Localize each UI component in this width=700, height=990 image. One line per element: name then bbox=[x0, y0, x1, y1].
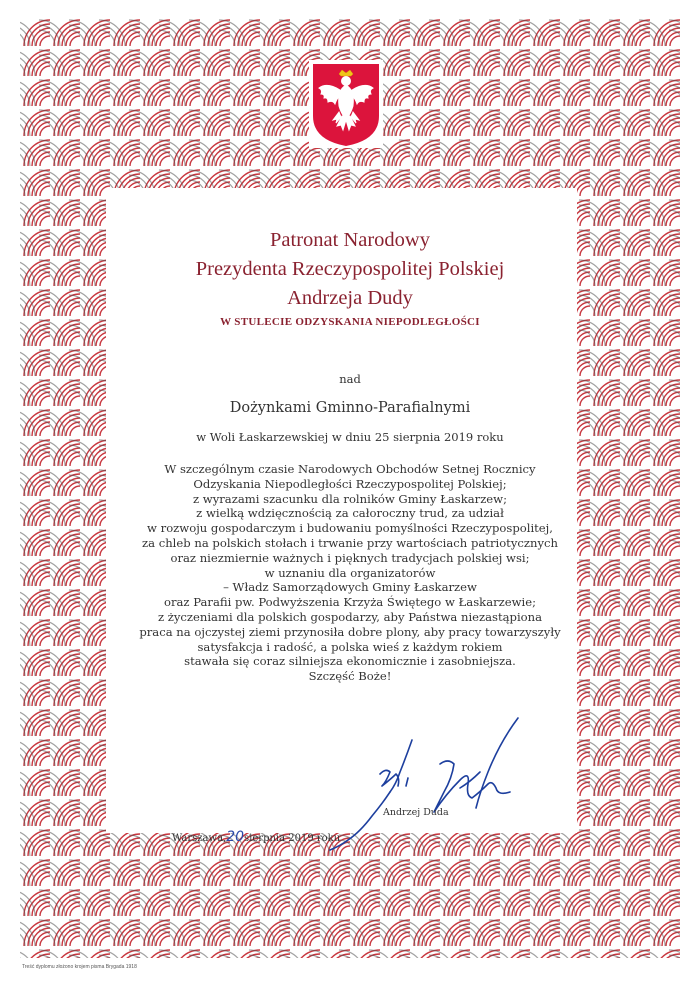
body-line: za chleb na polskich stołach i trwanie przy wartościach patriotycznych bbox=[142, 535, 558, 550]
body-line: W szczególnym czasie Narodowych Obchodów Setnej Rocznicy bbox=[164, 462, 536, 476]
polish-coat-of-arms bbox=[309, 60, 383, 148]
eagle-icon bbox=[309, 60, 383, 148]
body-line: praca na ojczystej ziemi przynosiła dobre plony, aby pracy towarzyszyły bbox=[139, 624, 561, 639]
date-suffix: sierpnia 2019 roku bbox=[244, 833, 341, 844]
handwritten-signature bbox=[320, 712, 530, 857]
date-prefix: Warszawa, bbox=[172, 833, 227, 844]
body-line: oraz Parafii pw. Podwyższenia Krzyża Świętego w Łaskarzewie; bbox=[163, 595, 537, 610]
event-name: Dożynkami Gminno-Parafialnymi bbox=[229, 400, 471, 416]
title-line-2: Prezydenta Rzeczypospolitej Polskiej bbox=[195, 258, 505, 280]
title-line-3: Andrzeja Dudy bbox=[287, 287, 413, 309]
body-line: Odzyskania Niepodległości Rzeczypospolitej Polskiej; bbox=[193, 476, 507, 491]
body-line: z wielką wdzięcznością za całoroczny trud, za udział bbox=[196, 506, 504, 521]
date-day: 20 bbox=[226, 829, 245, 845]
body-line: z wyrazami szacunku dla rolników Gminy Łaskarzew; bbox=[192, 491, 507, 506]
place-date: w Woli Łaskarzewskiej w dniu 25 sierpnia 2019 roku bbox=[196, 430, 504, 444]
signature-date bbox=[172, 829, 340, 845]
nad-label: nad bbox=[339, 372, 361, 386]
body-line: satysfakcja i radość, a polska wieś z każdym rokiem bbox=[197, 639, 503, 654]
body-line: w uznaniu dla organizatorów bbox=[264, 565, 436, 580]
subtitle: W STULECIE ODZYSKANIA NIEPODLEGŁOŚCI bbox=[220, 316, 480, 328]
body-line: w rozwoju gospodarczym i budowaniu pomyślności Rzeczypospolitej, bbox=[147, 521, 553, 536]
body-line: oraz niezmiernie ważnych i pięknych tradycjach polskiej wsi; bbox=[170, 550, 530, 565]
body-line: – Władz Samorządowych Gminy Łaskarzew bbox=[223, 580, 477, 595]
body-text bbox=[106, 462, 594, 684]
body-line: z życzeniami dla polskich gospodarzy, aby Państwa niezastąpiona bbox=[157, 609, 543, 624]
title-block bbox=[106, 226, 594, 313]
typeface-note: Treść dyplomu złożono krojem pisma Brygada 1918 bbox=[22, 964, 137, 970]
signer-name: Andrzej Duda bbox=[383, 807, 449, 818]
body-line: Szczęść Boże! bbox=[308, 669, 392, 684]
title-line-1: Patronat Narodowy bbox=[270, 229, 430, 251]
body-line: stawała się coraz silniejsza ekonomicznie i zasobniejsza. bbox=[184, 654, 516, 669]
